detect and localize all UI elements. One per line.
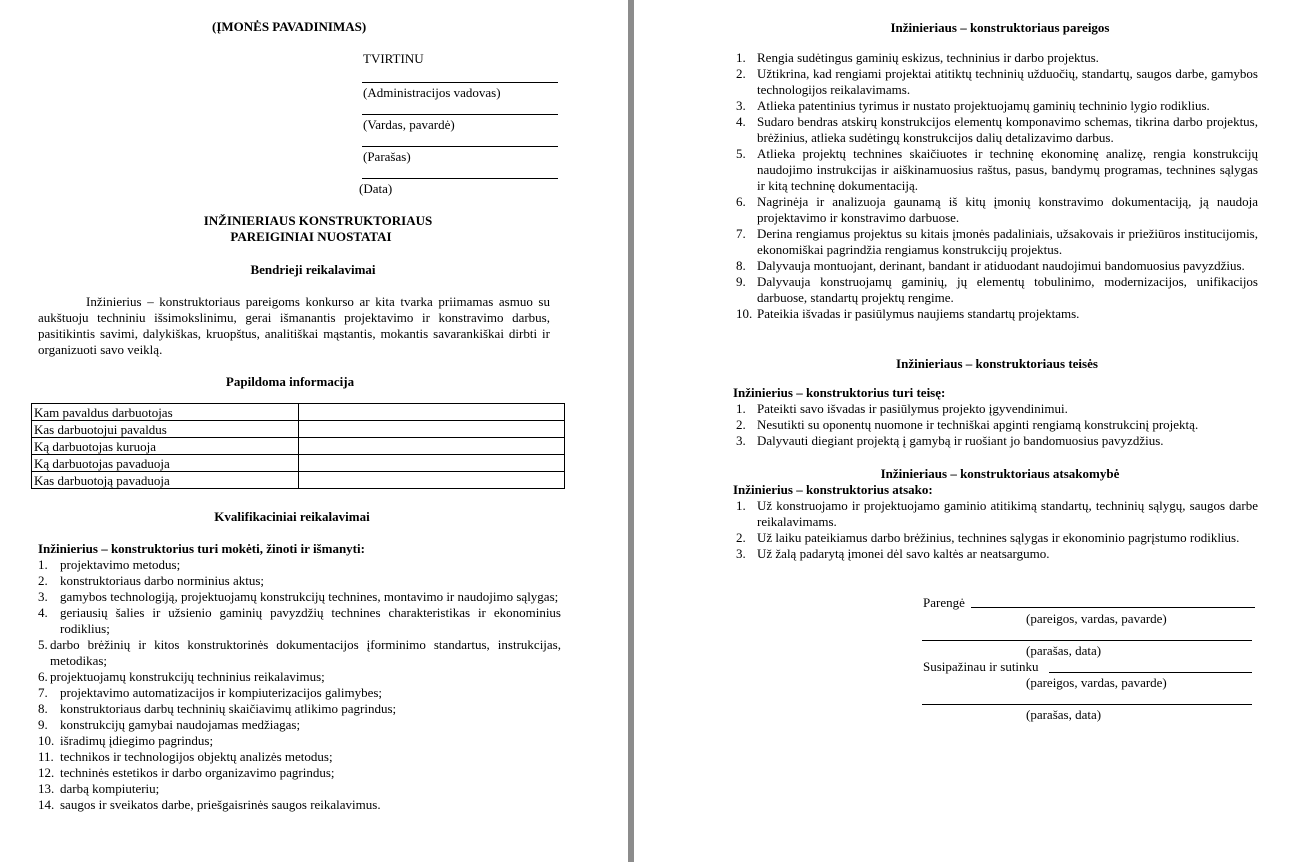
acknowledged-caption: (pareigos, vardas, pavarde) — [1026, 675, 1167, 690]
qual-subheading: Inžinierius – konstruktorius turi mokėti, žinoti ir išmanyti: — [38, 541, 365, 556]
info-label: Kas darbuotoją pavaduoja — [32, 472, 299, 489]
acknowledged-signature-line[interactable] — [922, 704, 1252, 705]
general-heading: Bendrieji reikalavimai — [250, 262, 376, 277]
acknowledged-line[interactable] — [1049, 672, 1252, 673]
right-page — [636, 0, 1313, 862]
list-item: 4. geriausių šalies ir užsienio gaminių pavyzdžių technines charakteristikas ir ekonominius rodiklius; — [38, 605, 561, 636]
rights-list — [736, 401, 1258, 449]
info-table — [31, 403, 565, 489]
approve-name-caption: (Vardas, pavardė) — [363, 117, 455, 132]
responsibility-subheading: Inžinierius – konstruktorius atsako: — [733, 482, 933, 497]
list-item: 5. darbo brėžinių ir kitos konstruktorinės dokumentacijos įforminimo standartus, instrukcijas, metodikas; — [38, 637, 561, 668]
prepared-signature-line[interactable] — [922, 640, 1252, 641]
info-heading: Papildoma informacija — [225, 374, 355, 389]
list-item: 8. Dalyvauja montuojant, derinant, bandant ir atiduodant naudojimui bandomuosius pavyzdžius. — [736, 258, 1245, 273]
table-row — [32, 472, 565, 489]
list-item: 3. Atlieka patentinius tyrimus ir nustato projektuojamų gaminių techninio lygio rodiklius. — [736, 98, 1210, 113]
list-item: 10. išradimų įdiegimo pagrindus; — [38, 733, 214, 748]
list-item: 6. Nagrinėja ir analizuoja gaunamą iš kitų įmonių konstravimo dokumentaciją, ją naudoja projektavimo ir konstravimo darbuose. — [736, 194, 1258, 225]
prepared-by-label: Parengė — [923, 595, 965, 610]
list-item: 3. Už žalą padarytą įmonei dėl savo kaltės ar neatsargumo. — [736, 546, 1050, 561]
duties-heading: Inžinieriaus – konstruktoriaus pareigos — [890, 20, 1110, 35]
page-divider — [628, 0, 634, 862]
acknowledged-signature-caption: (parašas, data) — [1026, 707, 1102, 722]
list-item: 9. konstrukcijų gamybai naudojamas medžiagas; — [38, 717, 301, 732]
list-item: 2. konstruktoriaus darbo norminius aktus; — [38, 573, 265, 588]
table-row — [32, 404, 565, 421]
list-item: 2. Užtikrina, kad rengiami projektai atitiktų techninių užduočių, standartų, saugos darbe, gamybos technologijos reikalavimams. — [736, 66, 1258, 97]
prepared-by-caption: (pareigos, vardas, pavarde) — [1026, 611, 1167, 626]
list-item: 4. Sudaro bendras atskirų konstrukcijos elementų komponavimo schemas, tikrina darbo projektus, brėžinius, atlieka sudėtingų konstrukcijos dalių detalizavimo darbus. — [736, 114, 1258, 145]
table-row — [32, 421, 565, 438]
info-value-cell[interactable] — [299, 438, 565, 455]
list-item: 14. saugos ir sveikatos darbe, priešgaisrinės saugos reikalavimus. — [38, 797, 381, 812]
list-item: 12. techninės estetikos ir darbo organizavimo pagrindus; — [38, 765, 335, 780]
list-item: 5. Atlieka projektų technines skaičiuotes ir techninę ekonominę analizę, rengia konstrukcijų naudojimo instrukcijas ir aiškinamuosius raštus, pasus, bandymų programas, technines sąlygas ir kitą techninę dokumentaciją. — [736, 146, 1258, 193]
info-label: Ką darbuotojas pavaduoja — [32, 455, 299, 472]
prepared-by-line[interactable] — [971, 607, 1255, 608]
list-item: 10. Pateikia išvadas ir pasiūlymus naujiems standartų projektams. — [736, 306, 1080, 321]
info-label: Kam pavaldus darbuotojas — [32, 404, 299, 421]
list-item: 1. Pateikti savo išvadas ir pasiūlymus projekto įgyvendinimui. — [736, 401, 1068, 416]
approve-signature-caption: (Parašas) — [363, 149, 411, 164]
list-item: 6. projektuojamų konstrukcijų techninius reikalavimus; — [38, 669, 325, 684]
list-item: 11. technikos ir technologijos objektų analizės metodus; — [38, 749, 333, 764]
list-item: 2. Nesutikti su oponentų nuomone ir techniškai apginti rengiamą konstrukcinį projektą. — [736, 417, 1199, 432]
list-item: 2. Už laiku pateikiamus darbo brėžinius, technines sąlygas ir ekonominio pagrįstumo rodiklius. — [736, 530, 1240, 545]
general-paragraph: Inžinierius – konstruktoriaus pareigoms konkurso ar kita tvarka priimamas asmuo su aukštuoju techniniu išsimokslinimu, gerai išmanantis projektavimo ir konstravimo darbus, pasitikintis savimi, dalykiškas, kruopštus, analitiškai mąstantis, mokantis savarankiškai dirbti ir organizuoti savo veiklą. — [38, 294, 550, 357]
list-item: 7. projektavimo automatizacijos ir kompiuterizacijos galimybes; — [38, 685, 383, 700]
info-value-cell[interactable] — [299, 472, 565, 489]
info-value-cell[interactable] — [299, 404, 565, 421]
approve-label: TVIRTINU — [363, 51, 424, 66]
qual-list — [38, 557, 561, 813]
responsibility-heading: Inžinieriaus – konstruktoriaus atsakomybė — [880, 466, 1120, 481]
company-name: (ĮMONĖS PAVADINIMAS) — [212, 19, 367, 34]
approve-date-caption: (Data) — [359, 181, 393, 196]
list-item: 1. projektavimo metodus; — [38, 557, 181, 572]
duties-list — [736, 50, 1258, 322]
doc-title-line2: PAREIGINIAI NUOSTATAI — [230, 229, 392, 244]
approve-line — [362, 82, 558, 83]
approve-line — [362, 146, 558, 147]
approve-admin-caption: (Administracijos vadovas) — [363, 85, 501, 100]
list-item: 3. gamybos technologiją, projektuojamų konstrukcijų technines, montavimo ir naudojimo sąlygas; — [38, 589, 559, 604]
info-label: Kas darbuotojui pavaldus — [32, 421, 299, 438]
list-item: 8. konstruktoriaus darbų techninių skaičiavimų atlikimo pagrindus; — [38, 701, 397, 716]
list-item: 3. Dalyvauti diegiant projektą į gamybą ir ruošiant jo bandomuosius pavyzdžius. — [736, 433, 1164, 448]
qual-heading: Kvalifikaciniai reikalavimai — [214, 509, 370, 524]
info-label: Ką darbuotojas kuruoja — [32, 438, 299, 455]
acknowledged-label: Susipažinau ir sutinku — [923, 659, 1039, 674]
info-value-cell[interactable] — [299, 421, 565, 438]
approve-line — [362, 114, 558, 115]
list-item: 13. darbą kompiuteriu; — [38, 781, 160, 796]
table-row — [32, 438, 565, 455]
left-page — [0, 0, 628, 862]
prepared-signature-caption: (parašas, data) — [1026, 643, 1102, 658]
approve-line — [362, 178, 558, 179]
rights-subheading: Inžinierius – konstruktorius turi teisę: — [733, 385, 946, 400]
rights-heading: Inžinieriaus – konstruktoriaus teisės — [896, 356, 1098, 371]
doc-title-line1: INŽINIERIAUS KONSTRUKTORIAUS — [203, 213, 433, 228]
list-item: 7. Derina rengiamus projektus su kitais įmonės padaliniais, užsakovais ir priežiūros institucijomis, ekonomiškai pagrindžia rengiamus konstrukcijų projektus. — [736, 226, 1258, 257]
responsibility-list — [736, 498, 1258, 562]
list-item: 9. Dalyvauja konstruojamų gaminių, jų elementų tobulinimo, modernizacijos, unifikacijos darbuose, standartų projektų rengime. — [736, 274, 1258, 305]
info-value-cell[interactable] — [299, 455, 565, 472]
list-item: 1. Už konstruojamo ir projektuojamo gaminio atitikimą standartų, techninių sąlygų, saugos darbe reikalavimams. — [736, 498, 1258, 529]
list-item: 1. Rengia sudėtingus gaminių eskizus, techninius ir darbo projektus. — [736, 50, 1099, 65]
table-row — [32, 455, 565, 472]
